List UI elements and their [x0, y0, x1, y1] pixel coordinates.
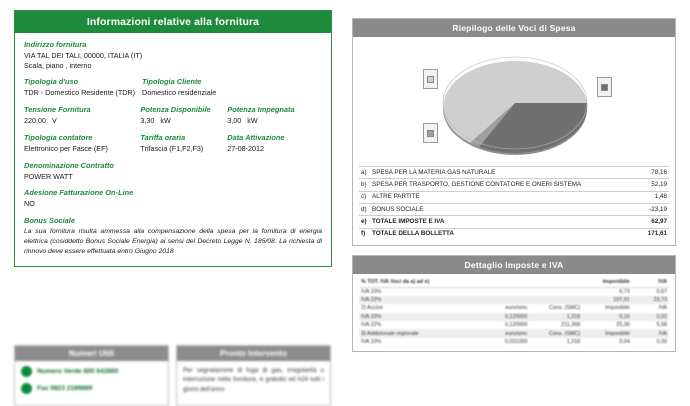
tax-r2-c1: euro/smc: [505, 305, 528, 312]
type-row-values: [24, 88, 322, 98]
usage-type-label: Tipologia d'uso: [24, 77, 79, 87]
list-item: [21, 383, 162, 394]
pie-legend-a: [423, 69, 438, 89]
online-billing-value: NO: [24, 199, 35, 209]
tax-r4-c4: 5,58: [656, 322, 667, 329]
tax-r6-c1: 0,031000: [505, 338, 528, 345]
cost-key-4: e): [359, 216, 370, 228]
cost-summary-title: Riepilogo delle Voci di Spesa: [353, 19, 675, 37]
tax-r6-c3: 0,04: [619, 338, 630, 345]
legend-swatch-c: [601, 84, 608, 91]
power-row-values: [24, 116, 322, 126]
tax-r1-c0: IVA 22%: [359, 296, 477, 304]
tax-r5-c0: 3) Addizionale regionale: [359, 329, 477, 337]
emergency-title: Pronto Intervento: [177, 346, 330, 361]
supply-info-panel: [14, 10, 332, 267]
contract-name-value: POWER WATT: [24, 171, 73, 181]
client-type-label: Tipologia Cliente: [142, 77, 202, 87]
tax-header-0: % TOT. IVA Voci da a) ad e): [359, 278, 477, 287]
activation-value: 27-08-2012: [227, 143, 265, 153]
tax-r0-c3: 6,73: [619, 288, 630, 295]
cost-pie-chart: [359, 41, 669, 166]
tax-header-3: Imponibile: [582, 278, 632, 287]
tax-detail-body: [353, 274, 675, 351]
cost-key-0: a): [359, 167, 370, 179]
tax-r6-c2: 1,318: [566, 338, 581, 345]
address-value: [24, 51, 322, 70]
voltage-unit: V: [51, 116, 57, 126]
tax-r0-c2: [530, 287, 583, 296]
cost-amount-3: -23,19: [631, 204, 669, 216]
cost-key-1: b): [359, 179, 370, 191]
tax-r4-c3: 25,36: [616, 322, 630, 329]
legend-swatch-b: [427, 130, 434, 137]
tax-r2-c0: 2) Accise: [361, 305, 383, 312]
tax-r2-c2: Cons. (SMC): [549, 305, 581, 312]
table-row: [359, 179, 669, 191]
emergency-body: [177, 361, 330, 399]
list-item: [21, 366, 162, 377]
cost-amount-1: 52,19: [631, 179, 669, 191]
tax-r1-c1: [477, 296, 530, 304]
tax-r5-c2: Cons. (SMC): [530, 329, 583, 337]
online-billing-label: Adesione Fatturazione On-Line: [24, 188, 134, 198]
tax-detail-title: Dettaglio Imposte e IVA: [353, 256, 675, 274]
meter-type-value: Elettronico per Fasce (EF): [24, 143, 108, 153]
table-row: [359, 313, 669, 321]
table-row: [359, 338, 669, 346]
tax-r0-c0: IVA 10%: [361, 288, 382, 295]
cost-key-3: d): [359, 204, 370, 216]
tax-detail-table: [359, 278, 669, 346]
tax-r1-c4: 23,73: [632, 296, 669, 304]
tax-r2-c4: IVA: [658, 305, 667, 312]
meter-row-values: [24, 144, 322, 154]
address-label: Indirizzo fornitura: [24, 40, 87, 49]
voltage-value: [24, 116, 134, 126]
legend-swatch-a: [427, 76, 434, 83]
bonus-text: La sua fornitura risulta ammessa alla compensazione della spesa per la fornitura di energia elettrica (cosiddetto Bonus Sociale Energia) ai sensi del Decreto Legge N. 185/08. La richiesta di rinnovo deve essere effettuata entro Giugno 2018: [24, 228, 322, 255]
useful-numbers-box: [14, 345, 169, 406]
cost-key-5: f): [359, 228, 370, 240]
table-row: [359, 296, 669, 304]
fax-icon: [21, 383, 32, 394]
footer-boxes: [14, 345, 332, 406]
table-row: [359, 167, 669, 179]
table-row: [359, 329, 669, 337]
bonus-label: Bonus Sociale: [24, 216, 75, 226]
power-row-labels: [24, 105, 322, 116]
table-row: [359, 321, 669, 329]
tax-r5-c4: IVA: [632, 329, 669, 337]
activation-label: Data Attivazione: [227, 132, 285, 142]
table-row: [359, 287, 669, 296]
tax-r3-c3: 0,16: [582, 313, 632, 321]
tariff-value: Trifascia (F1,F2,F3): [140, 143, 204, 153]
cost-desc-5: TOTALE DELLA BOLLETTA: [370, 228, 631, 240]
cost-desc-3: BONUS SOCIALE: [370, 204, 631, 216]
supply-info-body: [15, 33, 331, 266]
power-available-label: Potenza Disponibile: [140, 105, 211, 115]
cost-amount-0: 78,16: [631, 167, 669, 179]
cost-amount-2: 1,48: [631, 191, 669, 203]
tax-r2-c3: Imponibile: [605, 305, 630, 312]
supply-info-title: Informazioni relative alla fornitura: [15, 11, 331, 33]
tax-r4-c1: 0,120000: [505, 322, 528, 329]
tax-header-4: IVA: [632, 278, 669, 287]
tax-r3-c1: 0,120000: [477, 313, 530, 321]
cost-amount-4: 62,97: [631, 216, 669, 228]
voltage-label: Tensione Fornitura: [24, 105, 91, 115]
tax-r4-c2: 211,368: [561, 322, 581, 329]
table-row: [359, 216, 669, 228]
tax-r3-c2: 1,318: [530, 313, 583, 321]
pie-chart-svg: [359, 41, 671, 166]
power-committed-label: Potenza Impegnata: [227, 105, 295, 115]
tax-r4-c0: IVA 22%: [361, 322, 382, 329]
useful-number-1: Fax 0823 2189889: [37, 385, 93, 392]
tax-detail-panel: [352, 255, 676, 352]
tariff-label: Tariffa oraria: [140, 132, 186, 142]
cost-desc-0: SPESA PER LA MATERIA GAS NATURALE: [370, 167, 631, 179]
cost-summary-table: [359, 166, 669, 240]
cost-desc-4: TOTALE IMPOSTE E IVA: [370, 216, 631, 228]
client-type-value: Domestico residenziale: [142, 88, 217, 98]
pie-legend-c: [597, 77, 612, 97]
table-row: [359, 204, 669, 216]
table-header-row: [359, 278, 669, 287]
tax-r3-c0: IVA 10%: [359, 313, 477, 321]
contract-name-label: Denominazione Contratto: [24, 160, 114, 170]
cost-summary-panel: [352, 18, 676, 246]
useful-numbers-body: [15, 361, 168, 405]
phone-icon: [21, 366, 32, 377]
usage-type-value: TDR - Domestico Residente (TDR): [24, 88, 136, 98]
supply-info-column: [14, 10, 332, 267]
tax-r0-c4: 0,67: [656, 288, 667, 295]
power-available-unit: kW: [160, 116, 171, 126]
emergency-text: Per segnalazione di fuga di gas, irregolarità o interruzione nella fornitura, è gratuito ed h24 tutti i giorni dell'anno: [183, 367, 324, 393]
power-committed-value: [227, 116, 316, 126]
cost-desc-1: SPESA PER TRASPORTO, GESTIONE CONTATORE E ONERI SISTEMA: [370, 179, 631, 191]
power-available-value: [140, 116, 221, 126]
emergency-box: [176, 345, 331, 406]
tax-r6-c4: 0,00: [656, 338, 667, 345]
tax-r5-c3: Imponibile: [582, 329, 632, 337]
tax-r5-c1: euro/smc: [477, 329, 530, 337]
tax-header-2: [530, 278, 583, 287]
power-committed-number: 3,00: [227, 116, 242, 126]
power-available-number: 3,30: [140, 116, 155, 126]
meter-row-labels: [24, 133, 322, 144]
meter-type-label: Tipologia contatore: [24, 132, 93, 142]
cost-key-2: c): [359, 191, 370, 203]
cost-summary-body: [353, 37, 675, 245]
useful-number-0: Numero Verde 800 642660: [37, 368, 119, 375]
voltage-number: 220,00: [24, 116, 46, 126]
tax-r1-c3: 107,91: [582, 296, 632, 304]
address-line-1: VIA TAL DEI TALI, 00000, ITALIA (IT): [24, 51, 143, 60]
useful-numbers-title: Numeri Utili: [15, 346, 168, 361]
table-row: [359, 304, 669, 312]
tax-r6-c0: IVA 10%: [361, 338, 382, 345]
cost-desc-2: ALTRE PARTITE: [370, 191, 631, 203]
power-committed-unit: kW: [247, 116, 258, 126]
table-row: [359, 228, 669, 240]
summary-column: [352, 18, 676, 361]
address-line-2: Scala, piano , interno: [24, 60, 92, 70]
tax-header-1: [477, 278, 530, 287]
type-row: [24, 77, 322, 88]
tax-r1-c2: [530, 296, 583, 304]
tax-r3-c4: 0,02: [632, 313, 669, 321]
tax-r0-c1: [477, 287, 530, 296]
table-row: [359, 191, 669, 203]
cost-amount-5: 171,61: [631, 228, 669, 240]
pie-legend-b: [423, 123, 438, 143]
